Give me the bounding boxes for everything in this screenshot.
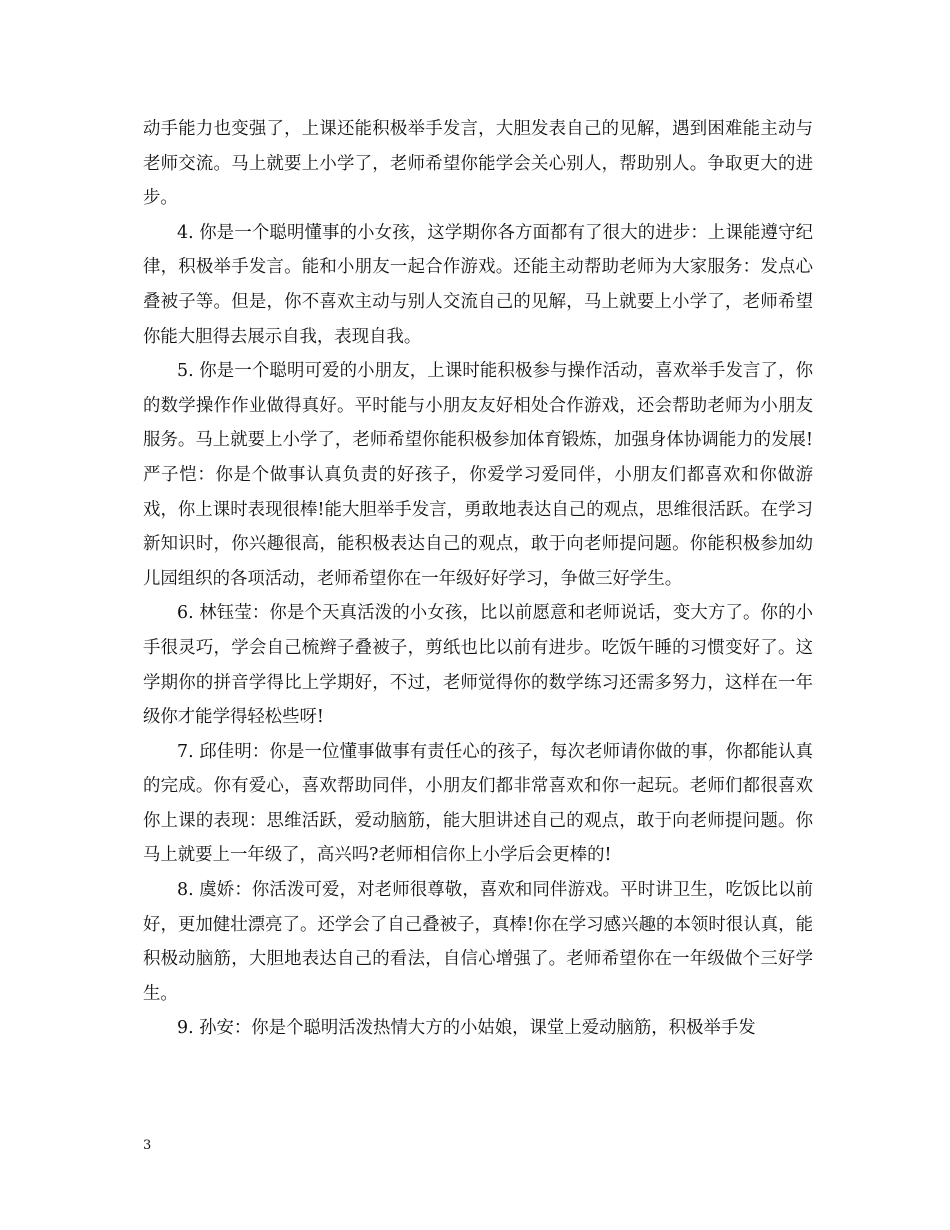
paragraph-item-6: 6. 林钰莹：你是个天真活泼的小女孩，比以前愿意和老师说话，变大方了。你的小手很灵巧，学会自己梳辫子叠被子，剪纸也比以前有进步。吃饭午睡的习惯变好了。这学期你的拼音学得比上学期好，不过，老师觉得你的数学练习还需多努力，这样在一年级你才能学得轻松些呀! — [143, 603, 813, 728]
paragraph-item-4: 4. 你是一个聪明懂事的小女孩，这学期你各方面都有了很大的进步：上课能遵守纪律，积极举手发言。能和小朋友一起合作游戏。还能主动帮助老师为大家服务：发点心叠被子等。但是，你不喜欢主动与别人交流自己的见解，马上就要上小学了，老师希望你能大胆得去展示自我，表现自我。 — [143, 222, 813, 347]
paragraph-item-9: 9. 孙安：你是个聪明活泼热情大方的小姑娘，课堂上爱动脑筋，积极举手发 — [177, 1018, 756, 1039]
paragraph-item-5: 5. 你是一个聪明可爱的小朋友，上课时能积极参与操作活动，喜欢举手发言了，你的数学操作作业做得真好。平时能与小朋友友好相处合作游戏，还会帮助老师为小朋友服务。马上就要上小学了，老师希望你能积极参加体育锻炼，加强身体协调能力的发展!严子恺：你是个做事认真负责的好孩子，你爱学习爱同伴，小朋友们都喜欢和你做游戏，你上课时表现很棒!能大胆举手发言，勇敢地表达自己的观点，思维很活跃。在学习新知识时，你兴趣很高，能积极表达自己的观点，敢于向老师提问题。你能积极参加幼儿园组织的各项活动，老师希望你在一年级好好学习，争做三好学生。 — [143, 361, 813, 589]
paragraph-item-7: 7. 邱佳明：你是一位懂事做事有责任心的孩子，每次老师请你做的事，你都能认真的完成。你有爱心，喜欢帮助同伴，小朋友们都非常喜欢和你一起玩。老师们都很喜欢你上课的表现：思维活跃，爱动脑筋，能大胆讲述自己的观点，敢于向老师提问题。你马上就要上一年级了，高兴吗?老师相信你上小学后会更棒的! — [143, 741, 813, 866]
paragraph-item-8: 8. 虞娇：你活泼可爱，对老师很尊敬，喜欢和同伴游戏。平时讲卫生，吃饭比以前好，更加健壮漂亮了。还学会了自己叠被子，真棒!你在学习感兴趣的本领时很认真，能积极动脑筋，大胆地表达自己的看法，自信心增强了。老师希望你在一年级做个三好学生。 — [143, 880, 813, 1004]
page-number: 3 — [143, 1138, 152, 1153]
paragraph-continuation: 动手能力也变强了，上课还能积极举手发言，大胆发表自己的见解，遇到困难能主动与老师交流。马上就要上小学了，老师希望你能学会关心别人，帮助别人。争取更大的进步。 — [143, 119, 813, 209]
document-body — [143, 112, 813, 1046]
